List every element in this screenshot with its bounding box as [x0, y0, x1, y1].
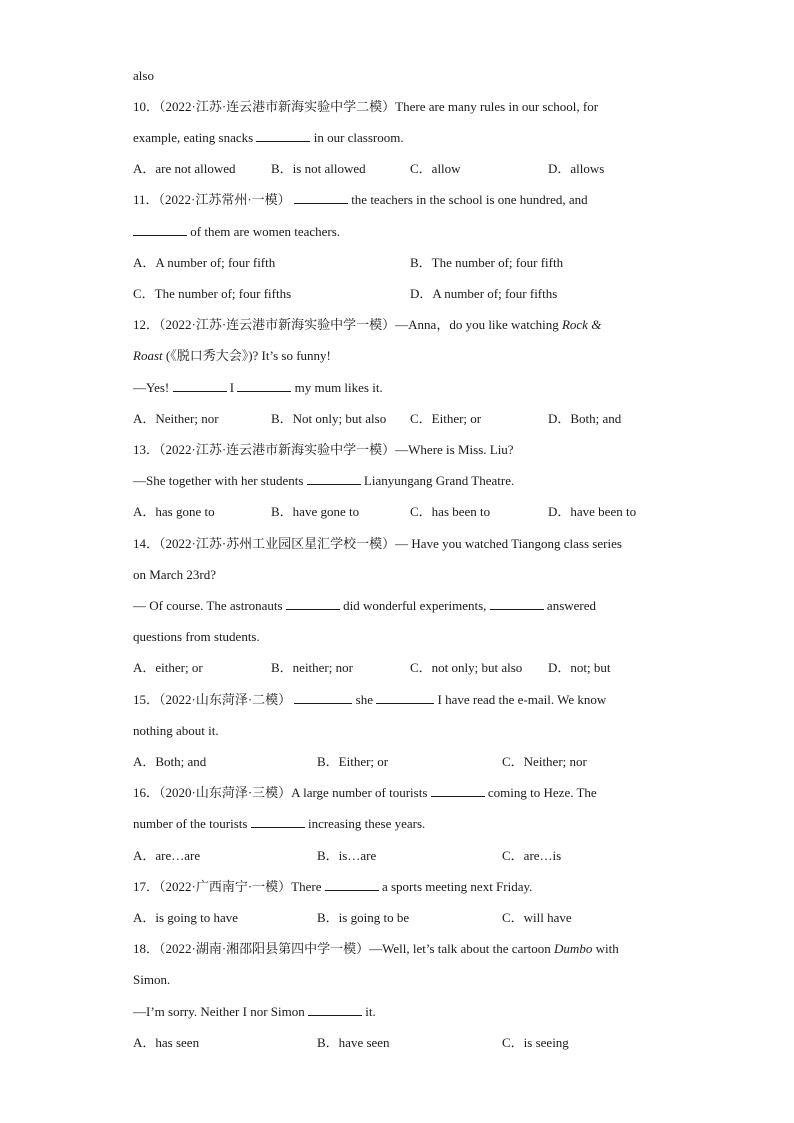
- q14-blank-1: [286, 598, 340, 610]
- q13-option-c[interactable]: C．has been to: [410, 504, 491, 519]
- q14-text-b: did wonderful experiments,: [343, 598, 487, 613]
- q16-blank-1: [431, 785, 485, 797]
- q12-option-d[interactable]: D．Both; and: [548, 411, 622, 426]
- q11-option-d[interactable]: D．A number of; four fifths: [410, 286, 558, 301]
- q13-line2: [133, 472, 514, 490]
- q15-line2: nothing about it.: [133, 723, 219, 738]
- q17-text-b: a sports meeting next Friday.: [381, 879, 533, 894]
- q18-line1: [133, 940, 619, 958]
- q15-text-c: I have read the e-mail. We know: [437, 692, 607, 707]
- q12-line2: [133, 347, 331, 365]
- q16-text-c: number of the tourists: [133, 816, 248, 831]
- q12-title-part2: Roast: [133, 348, 163, 363]
- q11-text-c: of them are women teachers.: [190, 224, 341, 239]
- q10-option-c[interactable]: C．allow: [410, 161, 461, 176]
- q12-line1: [133, 316, 601, 334]
- q12-option-a[interactable]: A．Neither; nor: [133, 411, 219, 426]
- q10-text-b: in our classroom.: [313, 130, 404, 145]
- q10-line1: 10．（2022·江苏·连云港市新海实验中学二模）There are many rules in our school, for: [133, 99, 599, 114]
- q16-line2: [133, 815, 425, 833]
- q14-blank-2: [490, 598, 544, 610]
- q16-text-d: increasing these years.: [307, 816, 426, 831]
- q11-line2: [133, 223, 340, 241]
- q11-option-c[interactable]: C．The number of; four fifths: [133, 286, 292, 301]
- q12-line3: [133, 379, 383, 397]
- q18-line2: Simon.: [133, 972, 171, 987]
- q13-text-a: —She together with her students: [133, 473, 304, 488]
- q14-option-b[interactable]: B．neither; nor: [271, 660, 353, 675]
- q13-option-a[interactable]: A．has gone to: [133, 504, 215, 519]
- q14-text-c: answered: [546, 598, 597, 613]
- q10-blank: [256, 130, 310, 142]
- q17-option-b[interactable]: B．is going to be: [317, 910, 410, 925]
- q15-text-a: 15．（2022·山东菏泽·二模）: [133, 692, 292, 707]
- q15-blank-2: [376, 692, 434, 704]
- q12-text-d: I: [229, 380, 235, 395]
- q14-option-d[interactable]: D．not; but: [548, 660, 611, 675]
- q12-blank-2: [237, 380, 291, 392]
- q14-line1: 14．（2022·江苏·苏州工业园区星汇学校一模）— Have you watched Tiangong class series: [133, 536, 622, 551]
- q18-option-c[interactable]: C．is seeing: [502, 1035, 569, 1050]
- q17-option-c[interactable]: C．will have: [502, 910, 572, 925]
- q11-option-a[interactable]: A．A number of; four fifth: [133, 255, 276, 270]
- q12-option-b[interactable]: B．Not only; but also: [271, 411, 387, 426]
- q16-option-a[interactable]: A．are…are: [133, 848, 201, 863]
- q14-line4: questions from students.: [133, 629, 260, 644]
- q16-option-b[interactable]: B．is…are: [317, 848, 377, 863]
- q13-text-b: Lianyungang Grand Theatre.: [363, 473, 515, 488]
- q13-line1: 13．（2022·江苏·连云港市新海实验中学一模）—Where is Miss. Liu?: [133, 442, 514, 457]
- q12-text-c: —Yes!: [133, 380, 170, 395]
- q17-line1: [133, 878, 532, 896]
- q15-text-b: she: [355, 692, 374, 707]
- q11-text-a: 11．（2022·江苏常州·一模）: [133, 192, 291, 207]
- q13-option-d[interactable]: D．have been to: [548, 504, 637, 519]
- q10-option-d[interactable]: D．allows: [548, 161, 605, 176]
- q10-line2: [133, 129, 404, 147]
- q17-option-a[interactable]: A．is going to have: [133, 910, 239, 925]
- q16-blank-2: [251, 816, 305, 828]
- q14-option-c[interactable]: C．not only; but also: [410, 660, 523, 675]
- q12-text-b: (《脱口秀大会》)? It’s so funny!: [165, 348, 331, 363]
- q11-blank-2: [133, 224, 187, 236]
- q16-line1: [133, 784, 597, 802]
- q15-option-a[interactable]: A．Both; and: [133, 754, 207, 769]
- q11-blank-1: [294, 192, 348, 204]
- q10-option-b[interactable]: B．is not allowed: [271, 161, 366, 176]
- q18-text-a: 18．（2022·湖南·湘邵阳县第四中学一模）—Well, let’s talk about the cartoon: [133, 941, 551, 956]
- q12-text-a: 12．（2022·江苏·连云港市新海实验中学一模）—Anna，do you like watching: [133, 317, 559, 332]
- q14-text-a: — Of course. The astronauts: [133, 598, 283, 613]
- q18-line3: [133, 1003, 376, 1021]
- q10-option-a[interactable]: A．are not allowed: [133, 161, 236, 176]
- q16-text-a: 16．（2020·山东菏泽·三模）A large number of tourists: [133, 785, 428, 800]
- q12-title-part1: Rock &: [561, 317, 602, 332]
- q15-line1: [133, 691, 606, 709]
- q14-option-a[interactable]: A．either; or: [133, 660, 203, 675]
- q16-option-c[interactable]: C．are…is: [502, 848, 562, 863]
- q18-option-a[interactable]: A．has seen: [133, 1035, 200, 1050]
- q17-text-a: 17．（2022·广西南宁·一模）There: [133, 879, 322, 894]
- q18-title: Dumbo: [554, 941, 593, 956]
- q14-line2: on March 23rd?: [133, 567, 217, 582]
- q12-option-c[interactable]: C．Either; or: [410, 411, 482, 426]
- q18-option-b[interactable]: B．have seen: [317, 1035, 390, 1050]
- q13-blank: [307, 473, 361, 485]
- q11-option-b[interactable]: B．The number of; four fifth: [410, 255, 564, 270]
- q10-text-a: example, eating snacks: [133, 130, 254, 145]
- q18-text-b: with: [595, 941, 619, 956]
- q18-text-d: it.: [365, 1004, 376, 1019]
- q17-blank: [325, 879, 379, 891]
- q12-text-e: my mum likes it.: [294, 380, 383, 395]
- q11-text-b: the teachers in the school is one hundred, and: [351, 192, 588, 207]
- q15-option-c[interactable]: C．Neither; nor: [502, 754, 587, 769]
- q16-text-b: coming to Heze. The: [487, 785, 597, 800]
- q14-line3: [133, 597, 596, 615]
- q18-blank: [308, 1004, 362, 1016]
- q11-line1: [133, 191, 588, 209]
- q15-option-b[interactable]: B．Either; or: [317, 754, 389, 769]
- q15-blank-1: [294, 692, 352, 704]
- q13-option-b[interactable]: B．have gone to: [271, 504, 360, 519]
- q12-blank-1: [173, 380, 227, 392]
- q18-text-c: —I’m sorry. Neither I nor Simon: [133, 1004, 305, 1019]
- top-fragment: also: [133, 68, 154, 83]
